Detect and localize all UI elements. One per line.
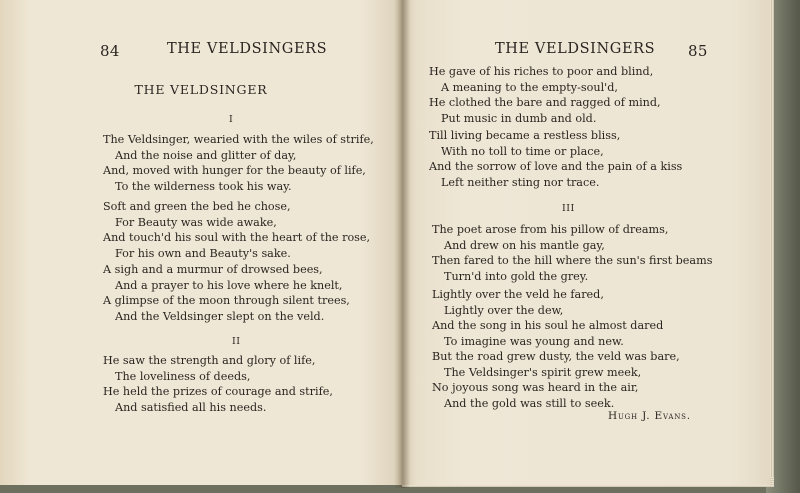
verse-line: The loveliness of deeds, — [115, 369, 251, 383]
verse-line: For Beauty was wide awake, — [115, 215, 277, 229]
verse-line: Soft and green the bed he chose, — [103, 200, 291, 213]
verse-line: He clothed the bare and ragged of mind, — [429, 96, 661, 109]
verse-line: And the gold was still to seek. — [444, 396, 615, 410]
section-number-3: III — [562, 203, 575, 214]
stanza-3 — [103, 262, 350, 324]
verse-line: To imagine was young and new. — [444, 334, 624, 348]
verse-line: To the wilderness took his way. — [115, 179, 292, 193]
verse-line: Left neither sting nor trace. — [441, 175, 600, 189]
section-number-1: I — [229, 114, 234, 125]
verse-line: And a prayer to his love where he knelt, — [115, 278, 343, 292]
book-gutter — [394, 0, 410, 488]
verse-line: A glimpse of the moon through silent trees, — [103, 294, 350, 307]
running-head-left: THE VELDSINGERS — [167, 41, 328, 57]
verse-line: A meaning to the empty-soul'd, — [441, 80, 618, 94]
verse-line: He held the prizes of courage and strife, — [103, 385, 333, 398]
verse-line: The Veldsinger's spirit grew meek, — [444, 365, 642, 379]
verse-line: For his own and Beauty's sake. — [115, 246, 291, 260]
verse-line: And drew on his mantle gay, — [444, 238, 605, 252]
verse-line: A sigh and a murmur of drowsed bees, — [103, 263, 323, 276]
verse-line: With no toll to time or place, — [441, 144, 604, 158]
verse-line: No joyous song was heard in the air, — [432, 381, 639, 394]
verse-line: He gave of his riches to poor and blind, — [429, 65, 654, 78]
stanza-6 — [429, 128, 682, 190]
verse-line: The poet arose from his pillow of dreams, — [432, 223, 669, 236]
author-signature: Hugh J. Evans. — [608, 410, 691, 422]
verse-line: Turn'd into gold the grey. — [444, 269, 589, 283]
verse-line: He saw the strength and glory of life, — [103, 354, 316, 367]
verse-line: Lightly over the veld he fared, — [432, 288, 604, 301]
section-number-2: II — [232, 336, 241, 347]
verse-line: Till living became a restless bliss, — [429, 129, 621, 142]
right-page — [402, 0, 770, 485]
stanza-1 — [103, 132, 374, 194]
verse-line: And the sorrow of love and the pain of a kiss — [429, 160, 683, 173]
verse-line: And the Veldsinger slept on the veld. — [115, 309, 325, 323]
poem-title: THE VELDSINGER — [134, 82, 268, 97]
verse-line: The Veldsinger, wearied with the wiles of strife, — [103, 133, 374, 146]
verse-line: Put music in dumb and old. — [441, 111, 597, 125]
verse-line: And, moved with hunger for the beauty of life, — [103, 164, 366, 177]
stanza-7 — [432, 222, 712, 284]
left-page — [0, 0, 402, 485]
page-number-right: 85 — [688, 42, 708, 60]
stanza-8 — [432, 287, 663, 349]
verse-line: Lightly over the dew, — [444, 303, 564, 317]
verse-line: And the noise and glitter of day, — [115, 148, 297, 162]
stanza-9 — [432, 349, 680, 411]
stanza-2 — [103, 199, 370, 261]
page-number-left: 84 — [100, 42, 120, 60]
verse-line: And satisfied all his needs. — [115, 400, 267, 414]
verse-line: And touch'd his soul with the heart of the rose, — [103, 231, 371, 244]
verse-line: Then fared to the hill where the sun's first beams — [432, 254, 713, 267]
stanza-5 — [429, 64, 661, 126]
verse-line: But the road grew dusty, the veld was bare, — [432, 350, 680, 363]
verse-line: And the song in his soul he almost dared — [432, 319, 664, 332]
running-head-right: THE VELDSINGERS — [495, 41, 656, 57]
stanza-4 — [103, 353, 333, 415]
